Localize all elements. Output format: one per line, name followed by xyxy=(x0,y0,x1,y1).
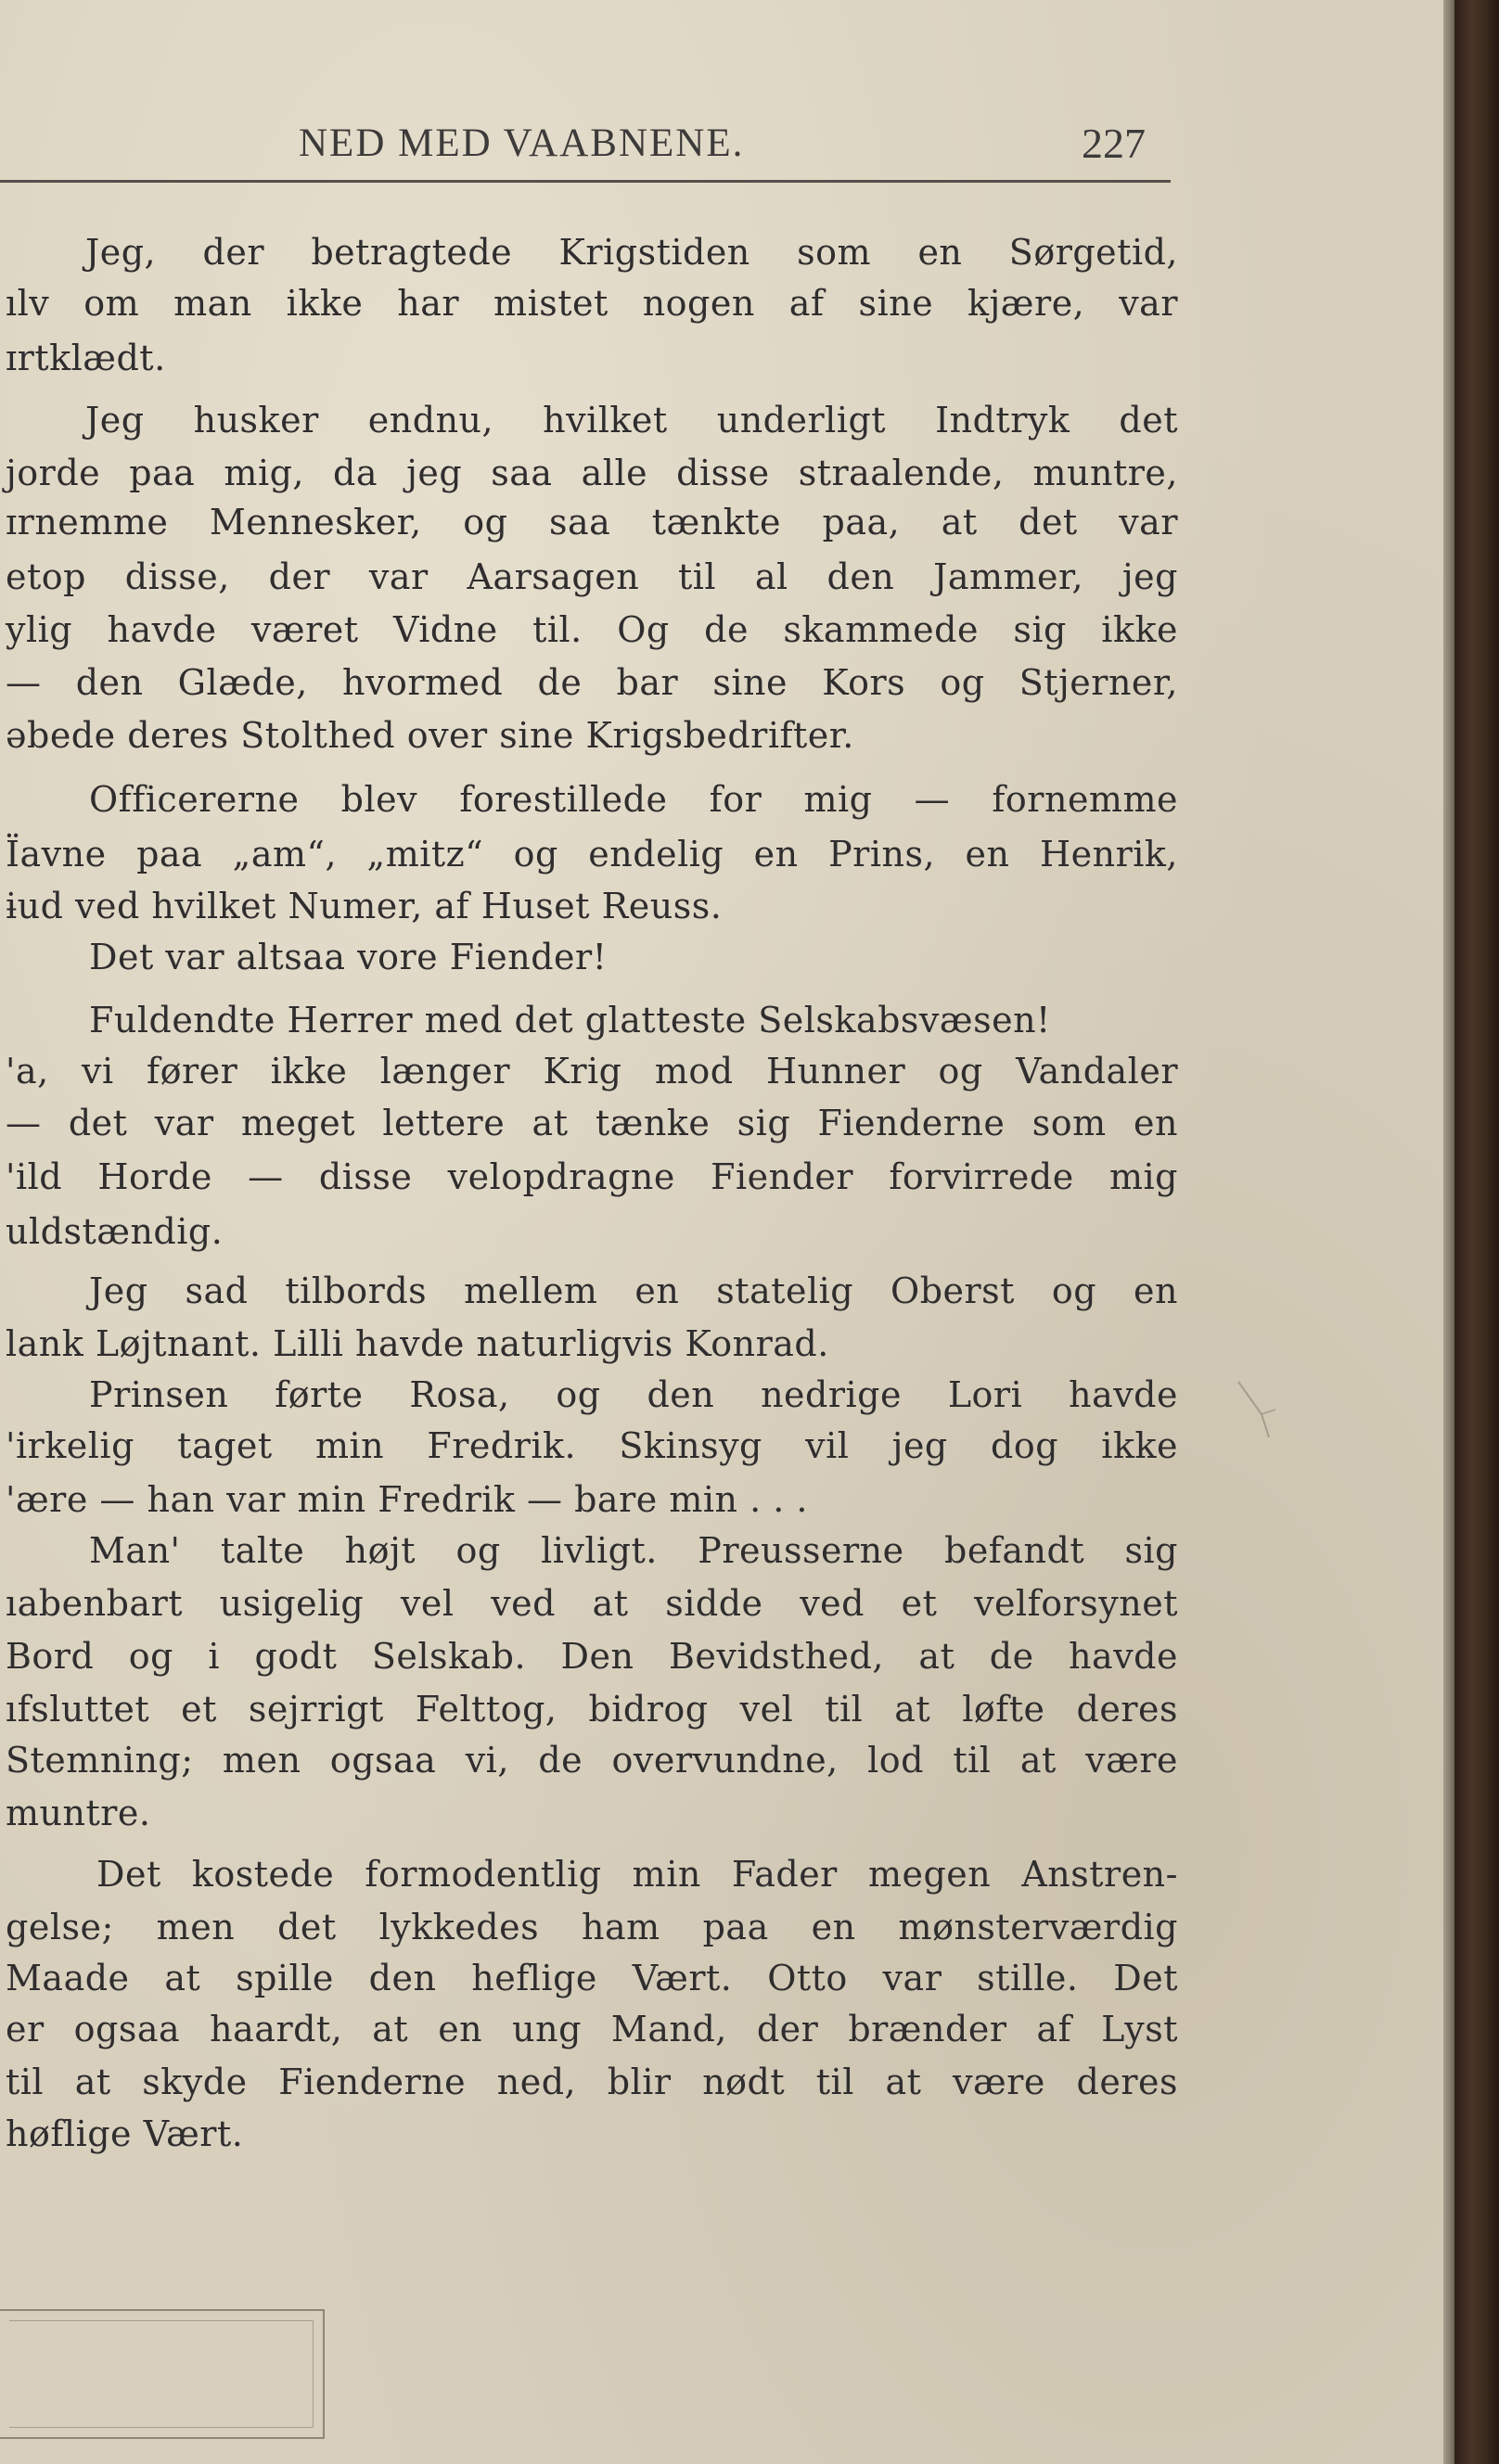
text-line: Stemning; men ogsaa vi, de overvundne, lod til at være xyxy=(6,1740,1178,1781)
book-binding xyxy=(1454,0,1499,2464)
text-line: til at skyde Fienderne ned, blir nødt til at være deres xyxy=(6,2062,1178,2102)
text-line: Man' talte højt og livligt. Preusserne befandt sig xyxy=(89,1530,1178,1571)
running-head xyxy=(0,119,1171,174)
text-line: 'a, vi fører ikke længer Krig mod Hunner og Vandaler xyxy=(6,1051,1178,1092)
text-line: ɪrtklædt. xyxy=(6,338,166,378)
text-line: muntre. xyxy=(6,1793,151,1833)
text-line: etop disse, der var Aarsagen til al den Jammer, jeg xyxy=(6,556,1178,597)
text-line: ɨud ved hvilket Numer, af Huset Reuss. xyxy=(6,886,723,926)
text-line: jorde paa mig, da jeg saa alle disse straalende, muntre, xyxy=(6,453,1178,493)
text-line: 'ære — han var min Fredrik — bare min . . . xyxy=(6,1479,808,1520)
page-edge xyxy=(1443,0,1454,2464)
text-line: əbede deres Stolthed over sine Krigsbedrifter. xyxy=(6,715,854,756)
text-line: 'ild Horde — disse velopdragne Fiender forvirrede mig xyxy=(6,1156,1178,1197)
text-line: ıfsluttet et sejrrigt Felttog, bidrog vel til at løfte deres xyxy=(6,1689,1178,1730)
header-rule xyxy=(0,180,1171,183)
text-line: 'irkelig taget min Fredrik. Skinsyg vil jeg dog ikke xyxy=(6,1425,1178,1466)
text-line: høflige Vært. xyxy=(6,2113,244,2154)
text-line: Jeg, der betragtede Krigstiden som en Sørgetid, xyxy=(85,232,1178,273)
library-stamp-frame xyxy=(0,2309,325,2439)
text-line: Jeg husker endnu, hvilket underligt Indtryk det xyxy=(85,400,1178,440)
text-line: gelse; men det lykkedes ham paa en mønsterværdig xyxy=(6,1907,1178,1947)
text-line: Jeg sad tilbords mellem en statelig Oberst og en xyxy=(89,1270,1178,1311)
running-title: NED MED VAABNENE. xyxy=(299,121,745,165)
text-line: ılv om man ikke har mistet nogen af sine kjære, var xyxy=(6,283,1178,324)
margin-smudge xyxy=(1234,1372,1289,1456)
text-line: lank Løjtnant. Lilli havde naturligvis Konrad. xyxy=(6,1323,829,1364)
text-line: er ogsaa haardt, at en ung Mand, der brænder af Lyst xyxy=(6,2009,1178,2049)
text-line: Maade at spille den heflige Vært. Otto var stille. Det xyxy=(6,1958,1178,1998)
text-line: ɪrnemme Mennesker, og saa tænkte paa, at det var xyxy=(6,502,1178,543)
text-line: ylig havde været Vidne til. Og de skammede sig ikke xyxy=(6,609,1178,650)
text-line: — den Glæde, hvormed de bar sine Kors og Stjerner, xyxy=(6,662,1178,703)
text-line: — det var meget lettere at tænke sig Fienderne som en xyxy=(6,1103,1178,1143)
text-line: Ïavne paa „am“, „mitz“ og endelig en Prins, en Henrik, xyxy=(6,834,1178,875)
text-line: Prinsen førte Rosa, og den nedrige Lori havde xyxy=(89,1374,1178,1415)
text-line: ıabenbart usigelig vel ved at sidde ved et velforsynet xyxy=(6,1583,1178,1624)
page-number: 227 xyxy=(1082,120,1146,167)
text-line: Fuldendte Herrer med det glatteste Selskabsvæsen! xyxy=(89,1000,1051,1040)
text-line: Det kostede formodentlig min Fader megen Anstren- xyxy=(96,1854,1178,1895)
text-line: Bord og i godt Selskab. Den Bevidsthed, at de havde xyxy=(6,1636,1178,1677)
text-line: uldstændig. xyxy=(6,1211,224,1252)
text-line: Det var altsaa vore Fiender! xyxy=(89,937,608,977)
text-line: Officererne blev forestillede for mig — fornemme xyxy=(89,779,1178,820)
